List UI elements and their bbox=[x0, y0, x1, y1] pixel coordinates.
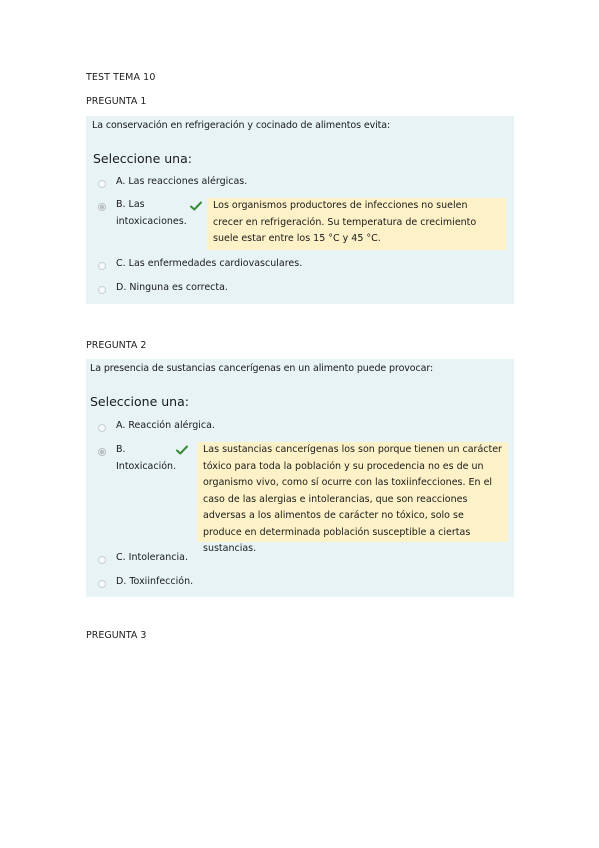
question-box-1 bbox=[86, 116, 514, 304]
option-d[interactable] bbox=[98, 284, 228, 297]
radio-icon[interactable] bbox=[98, 580, 106, 588]
option-label: B. Las intoxicaciones. bbox=[116, 199, 187, 227]
radio-icon[interactable] bbox=[98, 424, 106, 432]
radio-icon[interactable] bbox=[98, 203, 106, 211]
question-heading-1: PREGUNTA 1 bbox=[86, 96, 147, 107]
radio-icon[interactable] bbox=[98, 556, 106, 564]
question-box-2 bbox=[86, 359, 514, 597]
radio-icon[interactable] bbox=[98, 262, 106, 270]
question-text: La presencia de sustancias cancerígenas en un alimento puede provocar: bbox=[90, 363, 434, 374]
option-label: A. Las reacciones alérgicas. bbox=[116, 176, 248, 187]
question-heading-3: PREGUNTA 3 bbox=[86, 630, 147, 641]
option-c[interactable] bbox=[98, 260, 302, 273]
feedback-box: Los organismos productores de infecciones no suelen crecer en refrigeración. Su temperatura de crecimiento suele estar entre los 15 °C y 45 °C. bbox=[207, 198, 506, 250]
question-text: La conservación en refrigeración y cocinado de alimentos evita: bbox=[92, 120, 391, 131]
option-label: D. Toxiinfección. bbox=[116, 576, 194, 587]
radio-icon[interactable] bbox=[98, 286, 106, 294]
select-prompt: Seleccione una: bbox=[93, 151, 192, 166]
option-a[interactable] bbox=[98, 422, 215, 435]
option-label: C. Las enfermedades cardiovasculares. bbox=[116, 258, 303, 269]
option-b[interactable] bbox=[98, 201, 194, 230]
option-d[interactable] bbox=[98, 578, 193, 591]
option-c[interactable] bbox=[98, 554, 188, 567]
radio-icon[interactable] bbox=[98, 180, 106, 188]
option-a[interactable] bbox=[98, 178, 247, 191]
option-label: B. Intoxicación. bbox=[116, 444, 177, 472]
option-label: C. Intolerancia. bbox=[116, 552, 188, 563]
option-b[interactable] bbox=[98, 446, 180, 475]
question-heading-2: PREGUNTA 2 bbox=[86, 340, 147, 351]
feedback-box: Las sustancias cancerígenas los son porque tienen un carácter tóxico para toda la población y su procedencia no es de un organismo vivo, como sí ocurre con las toxiinfecciones. En el caso de las alergias e intolerancias, que son reacciones adversas a los alimentos de carácter no tóxico, solo se produce en determinada población susceptible a ciertas sustancias. bbox=[197, 442, 508, 542]
select-prompt: Seleccione una: bbox=[90, 394, 189, 409]
option-label: D. Ninguna es correcta. bbox=[116, 282, 228, 293]
check-icon bbox=[176, 445, 188, 455]
check-icon bbox=[190, 201, 202, 211]
radio-icon[interactable] bbox=[98, 448, 106, 456]
document-title: TEST TEMA 10 bbox=[86, 72, 156, 83]
option-label: A. Reacción alérgica. bbox=[116, 420, 215, 431]
